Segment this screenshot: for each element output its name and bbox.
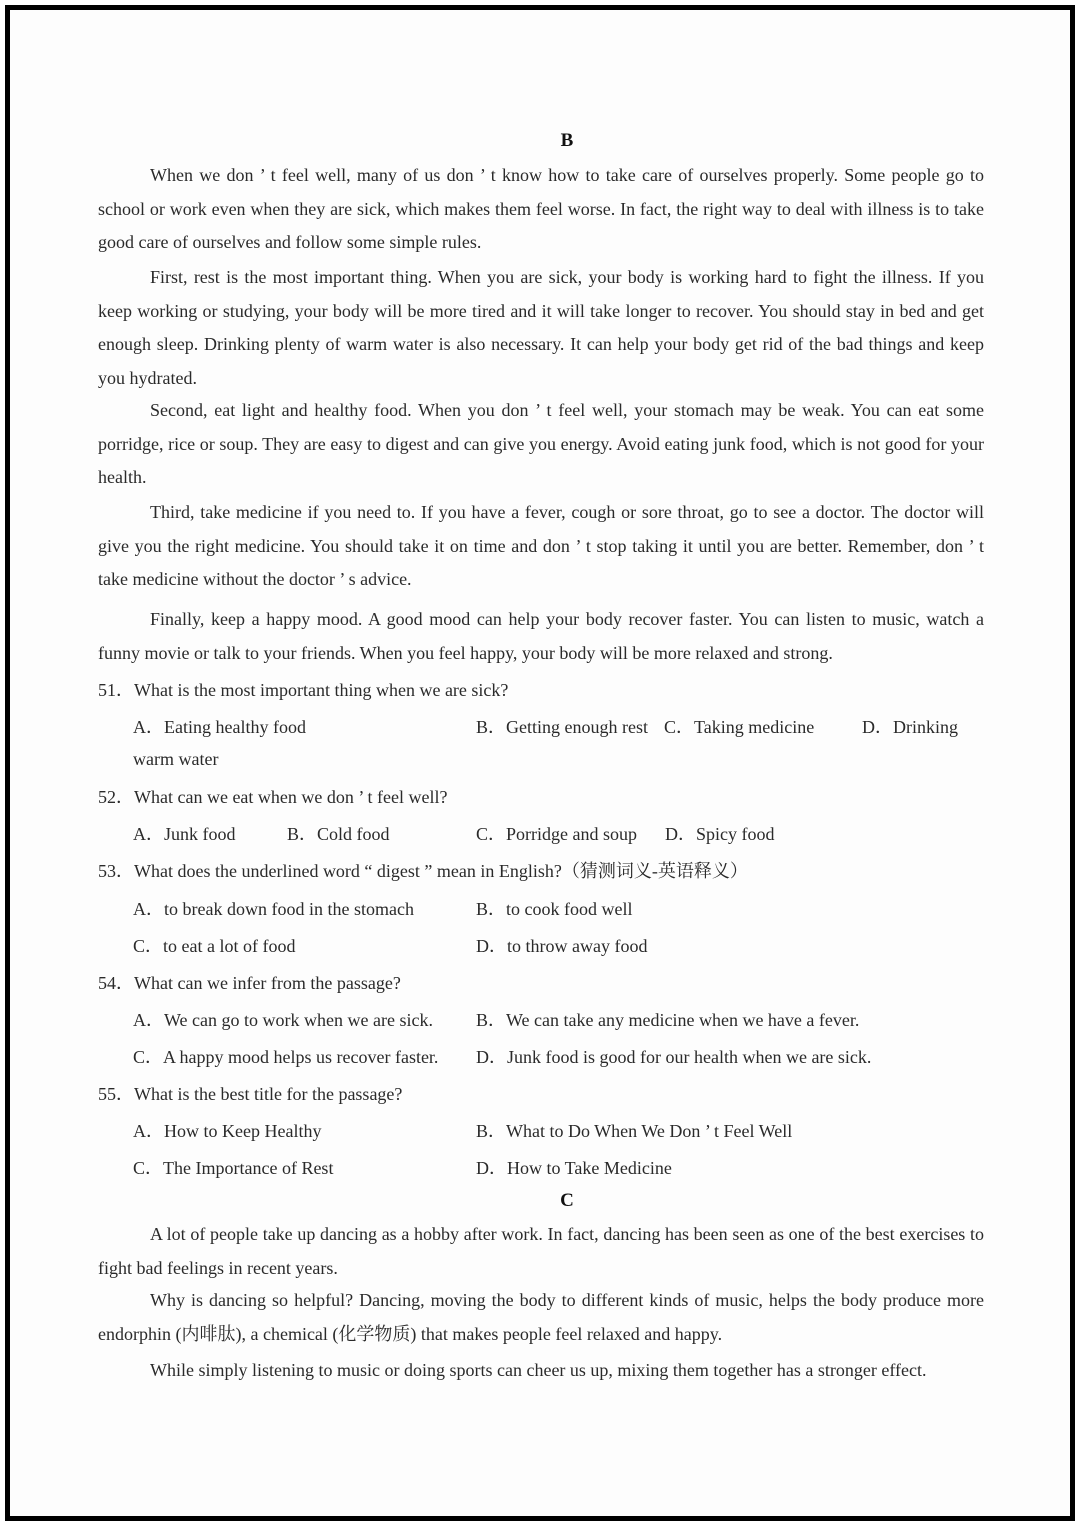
q52-option-c: C．Porridge and soup	[476, 824, 637, 844]
question-52: 52．What can we eat when we don ’ t feel well?	[98, 787, 448, 807]
q53-option-a: A．to break down food in the stomach	[133, 899, 414, 919]
section-b-paragraph-1: When we don ’ t feel well, many of us don ’ t know how to take care of ourselves properly. Some people go to school or work even when they are sick, which makes them feel worse. In fact, the right way to deal with illness is to take good care of ourselves and follow some simple rules.	[98, 165, 984, 252]
q51-option-d: D．Drinking	[862, 717, 958, 737]
section-b-paragraph-5: Finally, keep a happy mood. A good mood can help your body recover faster. You can listen to music, watch a funny movie or talk to your friends. When you feel happy, your body will be more relaxed and strong.	[98, 609, 984, 663]
q51-option-b: B．Getting enough rest	[476, 717, 648, 737]
section-b-paragraph-2: First, rest is the most important thing. When you are sick, your body is working hard to fight the illness. If you keep working or studying, your body will be more tired and it will take longer to recover. You should stay in bed and get enough sleep. Drinking plenty of warm water is also necessary. It can help your body get rid of the bad things and keep you hydrated.	[98, 267, 984, 388]
section-b-heading: B	[560, 130, 574, 151]
q54-option-d: D．Junk food is good for our health when we are sick.	[476, 1047, 872, 1067]
q55-option-c: C．The Importance of Rest	[133, 1158, 334, 1178]
q51-option-c: C．Taking medicine	[664, 717, 815, 737]
section-b-paragraph-4: Third, take medicine if you need to. If you have a fever, cough or sore throat, go to see a doctor. The doctor will give you the right medicine. You should take it on time and don ’ t stop taking it until you are better. Remember, don ’ t take medicine without the doctor ’ s advice.	[98, 502, 984, 589]
q51-option-a: A．Eating healthy food	[133, 717, 306, 737]
q54-option-c: C．A happy mood helps us recover faster.	[133, 1047, 439, 1067]
q53-option-c: C．to eat a lot of food	[133, 936, 296, 956]
q54-option-a: A．We can go to work when we are sick.	[133, 1010, 433, 1030]
q52-option-d: D．Spicy food	[665, 824, 775, 844]
section-c-paragraph-3: While simply listening to music or doing sports can cheer us up, mixing them together has a stronger effect.	[150, 1360, 927, 1380]
q53-option-d: D．to throw away food	[476, 936, 648, 956]
q55-option-a: A．How to Keep Healthy	[133, 1121, 322, 1141]
section-c-paragraph-2: Why is dancing so helpful? Dancing, moving the body to different kinds of music, helps the body produce more endorphin (内啡肽), a chemical (化学物质) that makes people feel relaxed and happy.	[98, 1290, 984, 1344]
question-54: 54．What can we infer from the passage?	[98, 973, 401, 993]
question-53: 53．What does the underlined word “ digest ” mean in English?（猜测词义-英语释义）	[98, 861, 748, 881]
q51-option-d-continued: warm water	[133, 749, 219, 769]
q52-option-b: B．Cold food	[287, 824, 390, 844]
question-51: 51．What is the most important thing when we are sick?	[98, 680, 509, 700]
q54-option-b: B．We can take any medicine when we have a fever.	[476, 1010, 860, 1030]
question-55: 55．What is the best title for the passage?	[98, 1084, 403, 1104]
q55-option-b: B．What to Do When We Don ’ t Feel Well	[476, 1121, 793, 1141]
q52-option-a: A．Junk food	[133, 824, 236, 844]
section-c-paragraph-1: A lot of people take up dancing as a hobby after work. In fact, dancing has been seen as one of the best exercises to fight bad feelings in recent years.	[98, 1224, 984, 1278]
q55-option-d: D．How to Take Medicine	[476, 1158, 672, 1178]
q53-option-b: B．to cook food well	[476, 899, 633, 919]
section-c-heading: C	[560, 1190, 574, 1211]
section-b-paragraph-3: Second, eat light and healthy food. When you don ’ t feel well, your stomach may be weak. You can eat some porridge, rice or soup. They are easy to digest and can give you energy. Avoid eating junk food, which is not good for your health.	[98, 400, 984, 487]
